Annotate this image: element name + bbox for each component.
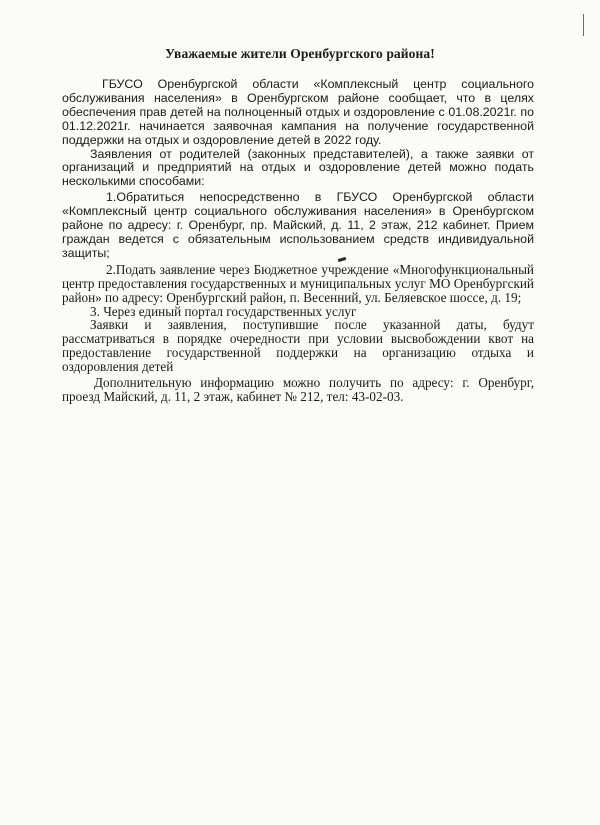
document-body [62, 78, 534, 404]
paragraph-submission-methods: Заявления от родителей (законных представителей), а также заявки от организаций и предприятий на отдых и оздоровление детей можно подать несколькими способами: [62, 146, 534, 189]
paragraph-contact-info: Дополнительную информацию можно получить по адресу: г. Оренбург, проезд Майский, д. 11, 2 этаж, кабинет № 212, тел: 43-02-03. [62, 375, 534, 404]
paragraph-method-3: 3. Через единый портал государственных услуг [90, 303, 357, 319]
paragraph-method-2: 2.Подать заявление через Бюджетное учреждение «Многофункциональный центр предоставления государственных и муниципальных услуг МО Оренбургский район» по адресу: Оренбургский район, п. Весенний, ул. Беляевское шоссе, д. 19; [62, 261, 534, 305]
paragraph-announcement: ГБУСО Оренбургской области «Комплексный центр социального обслуживания населения» в Оренбургском районе сообщает, что в целях обеспечения прав детей на полноценный отдых и оздоровление с 01.08.2021г. по 01.12.2021г. начинается заявочная кампания на получение государственной поддержки на отдых и оздоровление детей в 2022 году. [62, 77, 534, 147]
scan-margin-mark [583, 14, 584, 36]
paragraph-method-1: 1.Обратиться непосредственно в ГБУСО Оренбургской области «Комплексный центр социального обслуживания населения» в Оренбургском районе по адресу: г. Оренбург, пр. Майский, д. 11, 2 этаж, 212 кабинет. Прием граждан ведется с обязательным использованием средств индивидуальной защиты; [62, 190, 534, 260]
document-title: Уважаемые жители Оренбургского района! [165, 46, 435, 61]
paragraph-late-applications: Заявки и заявления, поступившие после указанной даты, будут рассматриваться в порядке очередности при условии высвобождении квот на предоставление государственной поддержки на организацию отдыха и оздоровления детей [62, 317, 534, 375]
